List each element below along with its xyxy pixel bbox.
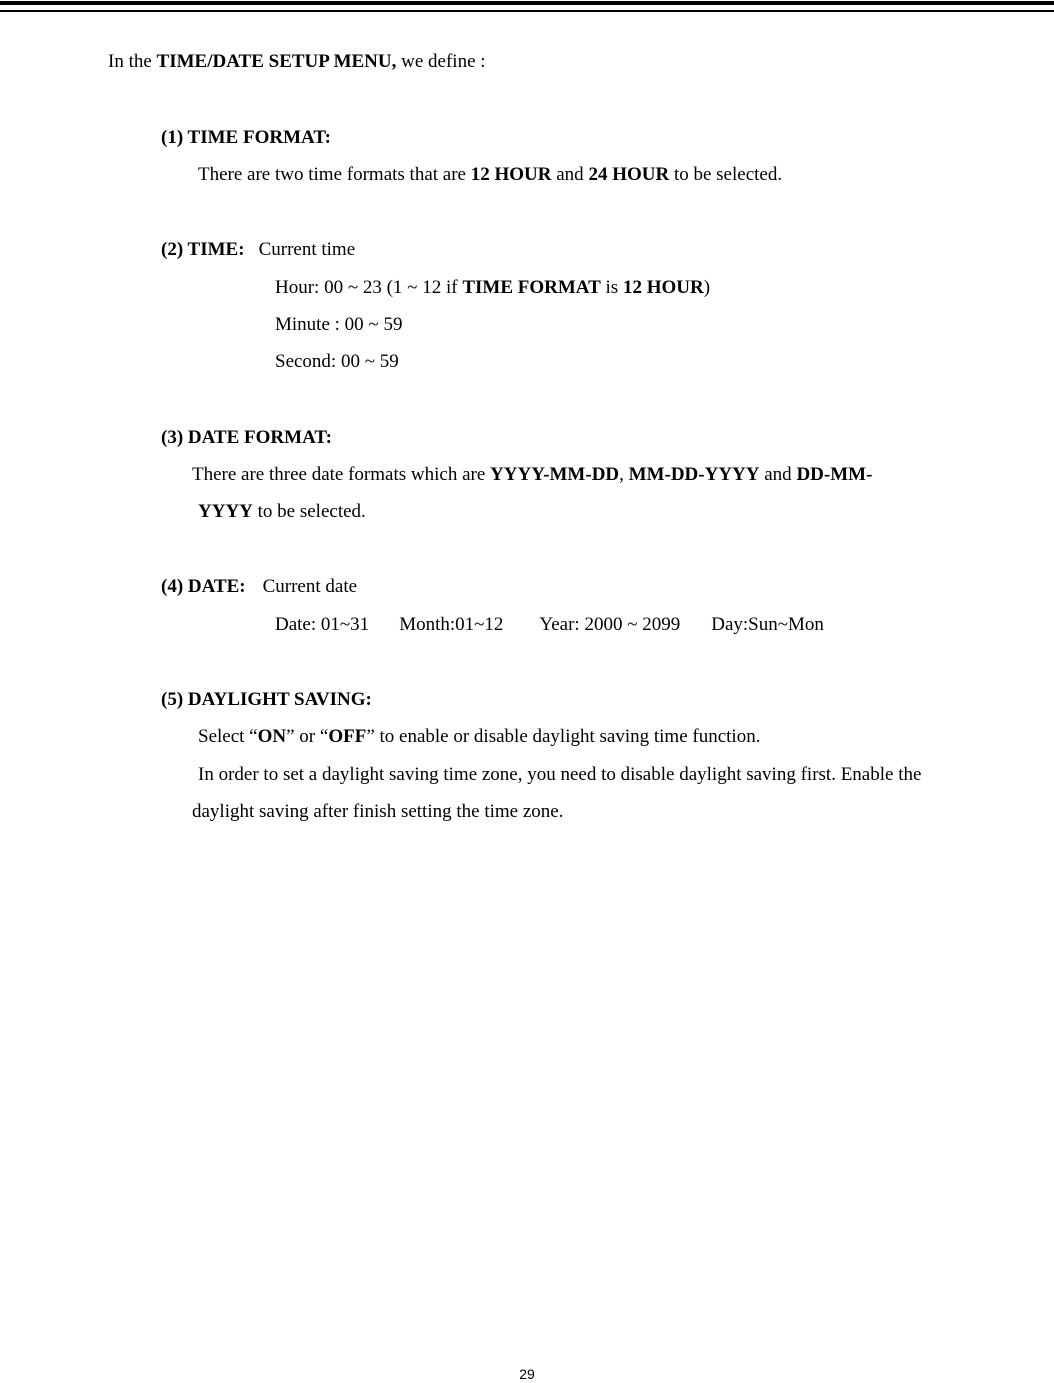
date-format-desc-line1: There are three date formats which are YYYY-MM-DD, MM-DD-YYYY and DD-MM-: [192, 464, 873, 485]
date-heading: (4) DATE: Current date: [161, 576, 358, 597]
time-format-desc: There are two time formats that are 12 HOUR and 24 HOUR to be selected.: [198, 164, 783, 185]
date-format-heading: (3) DATE FORMAT:: [161, 427, 332, 448]
time-hour-range: Hour: 00 ~ 23 (1 ~ 12 if TIME FORMAT is 12 HOUR): [275, 277, 711, 298]
year-range: Year: 2000 ~ 2099: [539, 614, 681, 635]
intro-line: In the TIME/DATE SETUP MENU, we define :: [108, 51, 486, 72]
daylight-note-line2: daylight saving after finish setting the time zone.: [192, 801, 564, 822]
date-ranges: [275, 613, 824, 637]
header-rule-thin: [0, 10, 1054, 12]
month-range: Month:01~12: [399, 614, 504, 635]
time-minute-range: Minute : 00 ~ 59: [275, 314, 403, 335]
date-format-desc-line2: YYYY to be selected.: [198, 501, 366, 522]
day-range: Day:Sun~Mon: [711, 614, 824, 635]
time-heading: (2) TIME: Current time: [161, 239, 356, 260]
daylight-note-line1: In order to set a daylight saving time zone, you need to disable daylight saving first. Enable the: [198, 764, 922, 785]
header-rule-thick: [0, 1, 1054, 5]
date-range: Date: 01~31: [275, 614, 370, 635]
time-second-range: Second: 00 ~ 59: [275, 351, 399, 372]
daylight-select-line: Select “ON” or “OFF” to enable or disable daylight saving time function.: [198, 726, 761, 747]
time-format-heading: (1) TIME FORMAT:: [161, 127, 331, 148]
page-number: 29: [519, 1366, 535, 1382]
daylight-heading: (5) DAYLIGHT SAVING:: [161, 689, 372, 710]
menu-name: TIME/DATE SETUP MENU,: [156, 51, 397, 72]
